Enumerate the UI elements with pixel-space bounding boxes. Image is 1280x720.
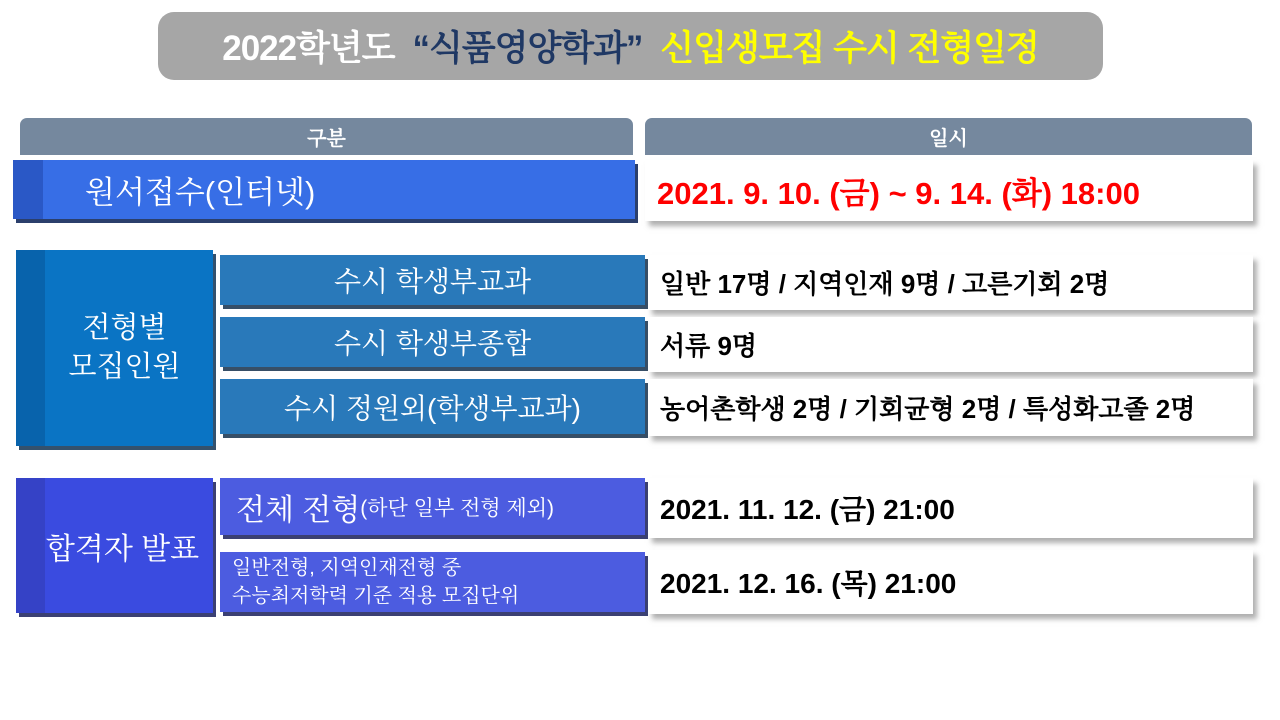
announcement-row-value: 2021. 12. 16. (목) 21:00: [660, 568, 957, 599]
quota-row-value: 서류 9명: [660, 331, 758, 361]
title-banner: [158, 12, 1103, 80]
quota-block-edge: [16, 250, 45, 446]
announcement-row-value: 2021. 11. 12. (금) 21:00: [660, 494, 955, 525]
title-subject: 신입생모집 수시 전형일정: [660, 29, 1039, 68]
quota-row-value: 일반 17명 / 지역인재 9명 / 고른기회 2명: [660, 269, 1110, 299]
quota-row-value-box: [648, 317, 1253, 372]
announcement-row-label-line2: 수능최저학력 기준 적용 모집단위: [232, 585, 520, 607]
application-date-box: [645, 160, 1253, 221]
application-label-bar: [13, 160, 635, 219]
announcement-section-block: [16, 478, 213, 613]
quota-row-value: 농어촌학생 2명 / 기회균형 2명 / 특성화고졸 2명: [660, 394, 1196, 424]
quota-section-block: [16, 250, 213, 446]
quota-row-label: 수시 학생부교과: [220, 255, 645, 305]
quota-row-value-box: [648, 379, 1253, 436]
title-department: “식품영양학과”: [412, 29, 643, 68]
column-header-datetime: 일시: [645, 118, 1252, 155]
announcement-row-label: [220, 478, 645, 535]
announcement-row-label-sub: (하단 일부 전형 제외): [360, 496, 555, 520]
announcement-row-label: [220, 552, 645, 612]
quota-row-label: 수시 정원외(학생부교과): [220, 379, 645, 434]
announcement-row-value-box: [648, 550, 1253, 614]
announcement-row-value-box: [648, 478, 1253, 538]
application-date: 2021. 9. 10. (금) ~ 9. 14. (화) 18:00: [657, 176, 1140, 211]
announcement-row-label-line1: 일반전형, 지역인재전형 중: [232, 557, 462, 579]
application-label: 원서접수(인터넷): [85, 175, 316, 210]
quota-section-label-line1: 전형별: [82, 311, 167, 344]
announcement-row-label-main: 전체 전형: [236, 493, 361, 527]
announcement-section-label: 합격자 발표: [45, 532, 200, 566]
quota-row-label: 수시 학생부종합: [220, 317, 645, 367]
quota-section-label-line2: 모집인원: [68, 351, 181, 383]
application-bar-edge: [13, 160, 43, 219]
column-header-category: 구분: [20, 118, 633, 155]
title-year: 2022학년도: [222, 29, 395, 68]
quota-row-value-box: [648, 255, 1253, 310]
